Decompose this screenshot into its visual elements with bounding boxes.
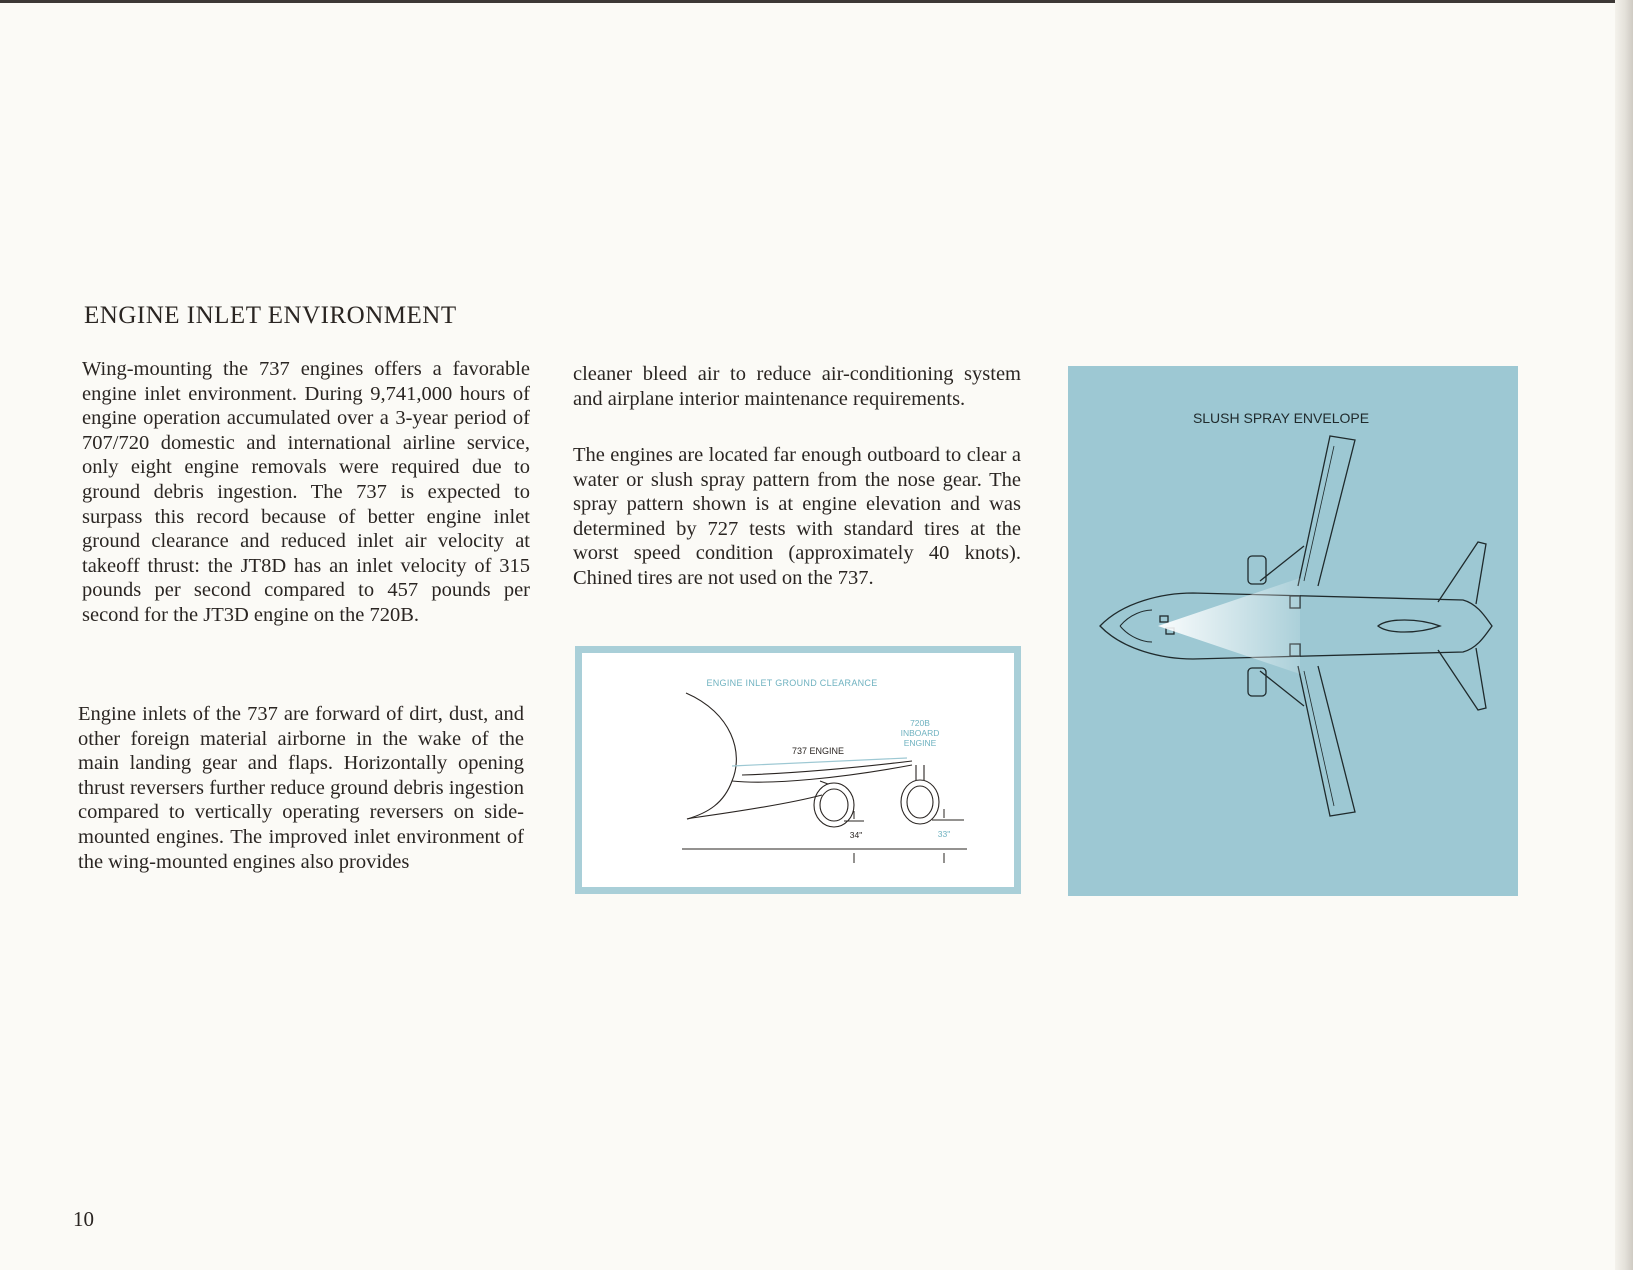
stabilizer-lower	[1438, 648, 1486, 710]
engine-737-label: 737 ENGINE	[791, 746, 845, 756]
wing-lower-right	[1298, 666, 1355, 816]
body-paragraph-1: Wing-mounting the 737 engines offers a favorable engine inlet environment. During 9,741,000 hours of engine operation accumulated over a 3-year period of 707/720 domestic and international airline service, only eight engine removals were required due to ground debris ingestion. The 737 is expected to surpass this record because of better engine inlet ground clearance and reduced inlet air velocity at takeoff thrust: the JT8D has an inlet velocity of 315 pounds per second compared to 457 pounds per second for the JT3D engine on the 720B.	[82, 358, 530, 626]
fuselage-outline	[686, 693, 912, 819]
engine-737-nacelle	[814, 781, 854, 827]
body-paragraph-3: cleaner bleed air to reduce air-conditioning system and airplane interior maintenance requirements.	[573, 363, 1021, 410]
ground-clearance-figure	[575, 646, 1021, 894]
body-paragraph-4: The engines are located far enough outboard to clear a water or slush spray pattern from the nose gear. The spray pattern shown is at engine elevation and was determined by 727 tests with standard tires at the worst speed condition (approximately 40 knots). Chined tires are not used on the 737.	[573, 444, 1021, 589]
engine-720b-nacelle	[901, 765, 939, 824]
page-binding-edge	[1615, 0, 1633, 1270]
section-heading: ENGINE INLET ENVIRONMENT	[84, 302, 457, 329]
body-paragraph-2: Engine inlets of the 737 are forward of dirt, dust, and other foreign material airborne in the wake of the main landing gear and flaps. Horizontally opening thrust reversers further reduce ground debris ingestion compared to vertically operating reversers on side-mounted engines. The improved inlet environment of the wing-mounted engines also provides	[78, 703, 524, 873]
wing-upper-left	[1298, 436, 1355, 586]
ground-clearance-diagram	[582, 653, 1014, 887]
spray-figure-title: SLUSH SPRAY ENVELOPE	[1192, 410, 1370, 426]
page-top-edge	[0, 0, 1633, 3]
engine-720b-label-line3: ENGINE	[903, 738, 937, 748]
page-number: 10	[73, 1207, 94, 1231]
spray-envelope	[1158, 578, 1300, 674]
stabilizer-upper	[1438, 542, 1486, 604]
engine-720b-label-line1: 720B	[910, 718, 930, 728]
engine-nacelle-upper	[1248, 556, 1266, 584]
slush-spray-figure	[1068, 366, 1518, 896]
dimension-720b: 33"	[937, 829, 951, 839]
engine-720b-label-line2: INBOARD	[900, 728, 940, 738]
clearance-figure-title: ENGINE INLET GROUND CLEARANCE	[706, 678, 878, 688]
dorsal-fin	[1378, 620, 1440, 632]
engine-nacelle-lower	[1248, 668, 1266, 696]
slush-spray-diagram	[1068, 366, 1518, 896]
dimension-737: 34"	[849, 830, 863, 840]
